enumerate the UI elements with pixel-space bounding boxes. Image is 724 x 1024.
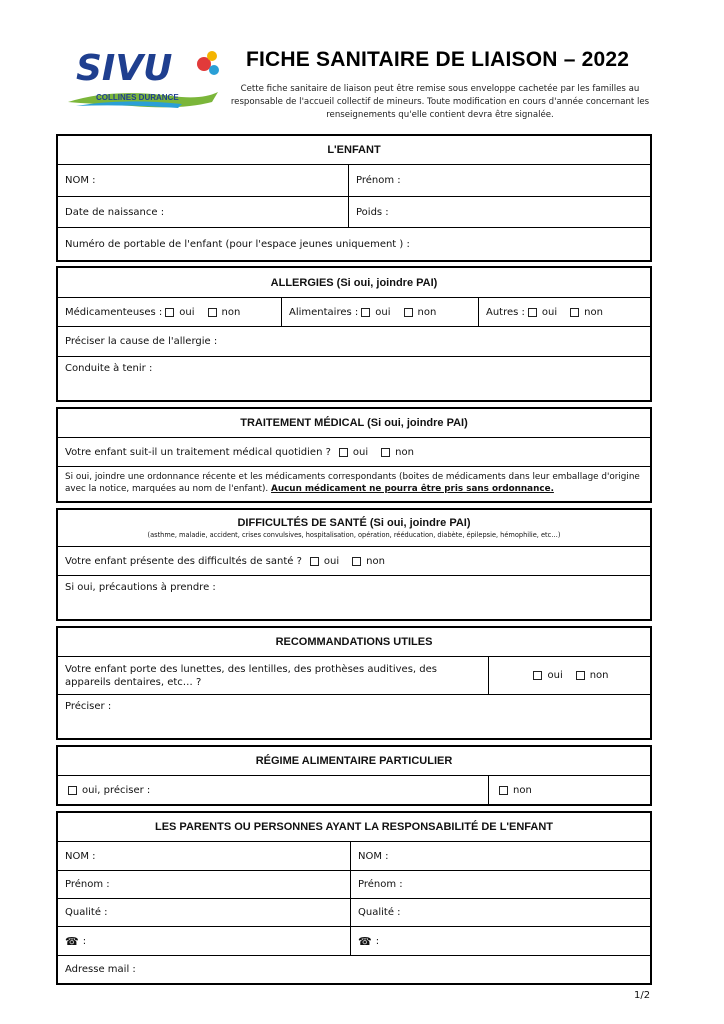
parent2-nom-field[interactable]: NOM :: [350, 842, 650, 870]
section-title: TRAITEMENT MÉDICAL (Si oui, joindre PAI): [240, 417, 468, 429]
non-label: non: [417, 306, 437, 318]
allergy-conduct-field[interactable]: Conduite à tenir :: [65, 363, 153, 374]
sivu-logo: [62, 40, 222, 116]
section-difficultes: [56, 508, 652, 621]
health-question: Votre enfant présente des difficultés de santé ?: [65, 555, 302, 567]
section-subtitle: (asthme, maladie, accident, crises convulsives, hospitalisation, opération, rééducation, diabète, épilepsie, hémophilie, etc…): [147, 531, 561, 539]
food-allergy-non-checkbox[interactable]: [404, 308, 413, 317]
logo-text: SIVU: [76, 48, 173, 89]
child-nom-field[interactable]: NOM :: [65, 175, 96, 186]
section-recommandations: [56, 626, 652, 740]
treatment-question: Votre enfant suit-il un traitement médical quotidien ?: [65, 446, 331, 458]
section-title: L'ENFANT: [327, 144, 381, 156]
equipment-question: Votre enfant porte des lunettes, des lentilles, des prothèses auditives, des appareils dentaires, etc… ?: [65, 663, 437, 688]
section-traitement: [56, 407, 652, 503]
diet-oui-label[interactable]: oui, préciser :: [82, 784, 151, 796]
email-field[interactable]: Adresse mail :: [65, 964, 136, 975]
parent1-phone-field[interactable]: [58, 927, 350, 955]
child-birthdate-field[interactable]: Date de naissance :: [65, 206, 165, 218]
other-allergy-oui-checkbox[interactable]: [528, 308, 537, 317]
page-number: 1/2: [634, 990, 651, 1001]
diet-non-checkbox[interactable]: [499, 786, 508, 795]
other-allergy-label: Autres :: [486, 306, 525, 318]
child-prenom-field[interactable]: Prénom :: [348, 165, 650, 196]
section-enfant: [56, 134, 652, 262]
parent2-prenom-field[interactable]: Prénom :: [350, 871, 650, 898]
food-allergy-oui-checkbox[interactable]: [361, 308, 370, 317]
intro-text: Cette fiche sanitaire de liaison peut être remise sous enveloppe cachetée par les familles au responsable de l'accueil collectif de mineurs. Toute modification en cours d'année concernant les renseignements qu'elle contient devra être signalée.: [230, 84, 650, 120]
non-label: non: [584, 306, 603, 318]
health-oui-checkbox[interactable]: [310, 557, 319, 566]
oui-label: oui: [179, 306, 195, 318]
equipment-details-field[interactable]: Préciser :: [65, 701, 112, 712]
treatment-note: [58, 467, 650, 501]
parent1-qualite-field[interactable]: Qualité :: [65, 907, 108, 918]
section-parents: [56, 811, 652, 985]
page-title: FICHE SANITAIRE DE LIAISON – 2022: [246, 48, 630, 71]
diet-oui-checkbox[interactable]: [68, 786, 77, 795]
oui-label: oui: [375, 306, 391, 318]
non-label: non: [221, 306, 241, 318]
non-label: non: [366, 555, 385, 567]
treatment-note-text: Si oui, joindre une ordonnance récente et les médicaments correspondants (boites de médicaments dans leur emballage d'origine avec la notice, marquées au nom de l'enfant).: [65, 472, 640, 494]
oui-label: oui: [547, 670, 563, 681]
section-title: RÉGIME ALIMENTAIRE PARTICULIER: [255, 755, 453, 767]
med-allergy-oui-checkbox[interactable]: [165, 308, 174, 317]
non-label: non: [395, 446, 414, 458]
phone-icon: ☎: [65, 934, 79, 948]
section-title: ALLERGIES (Si oui, joindre PAI): [270, 276, 438, 289]
non-label: non: [589, 670, 609, 681]
phone-icon: ☎: [358, 934, 372, 948]
child-phone-field[interactable]: Numéro de portable de l'enfant (pour l'espace jeunes uniquement ) :: [65, 238, 410, 250]
section-header: [58, 510, 650, 546]
equipment-oui-checkbox[interactable]: [533, 671, 542, 680]
phone-label: :: [375, 935, 380, 947]
section-title: RECOMMANDATIONS UTILES: [275, 636, 433, 648]
section-title: LES PARENTS OU PERSONNES AYANT LA RESPONSABILITÉ DE L'ENFANT: [154, 821, 554, 833]
parent1-prenom-field[interactable]: Prénom :: [65, 879, 110, 890]
phone-label: :: [82, 935, 87, 947]
child-weight-field[interactable]: Poids :: [348, 197, 650, 227]
food-allergy-label: Alimentaires :: [289, 306, 359, 318]
non-label: non: [513, 784, 532, 796]
med-allergy-non-checkbox[interactable]: [208, 308, 217, 317]
oui-label: oui: [352, 446, 369, 458]
oui-label: oui: [323, 555, 340, 567]
oui-label: oui: [541, 306, 558, 318]
allergy-cause-field[interactable]: Préciser la cause de l'allergie :: [65, 336, 218, 347]
parent1-nom-field[interactable]: NOM :: [65, 850, 96, 862]
section-regime: [56, 745, 652, 806]
section-title: DIFFICULTÉS DE SANTÉ (Si oui, joindre PAI): [237, 517, 471, 529]
parent2-qualite-field[interactable]: Qualité :: [350, 899, 650, 926]
med-allergy-label: Médicamenteuses :: [65, 306, 163, 318]
parent2-phone-field[interactable]: [350, 927, 650, 955]
equipment-non-checkbox[interactable]: [576, 671, 585, 680]
treatment-oui-checkbox[interactable]: [339, 448, 348, 457]
other-allergy-non-checkbox[interactable]: [570, 308, 579, 317]
health-precautions-field[interactable]: Si oui, précautions à prendre :: [65, 582, 216, 593]
health-non-checkbox[interactable]: [352, 557, 361, 566]
treatment-warning: Aucun médicament ne pourra être pris sans ordonnance.: [271, 484, 554, 494]
section-allergies: [56, 266, 652, 402]
treatment-non-checkbox[interactable]: [381, 448, 390, 457]
logo-subtext: COLLINES DURANCE: [96, 93, 179, 102]
